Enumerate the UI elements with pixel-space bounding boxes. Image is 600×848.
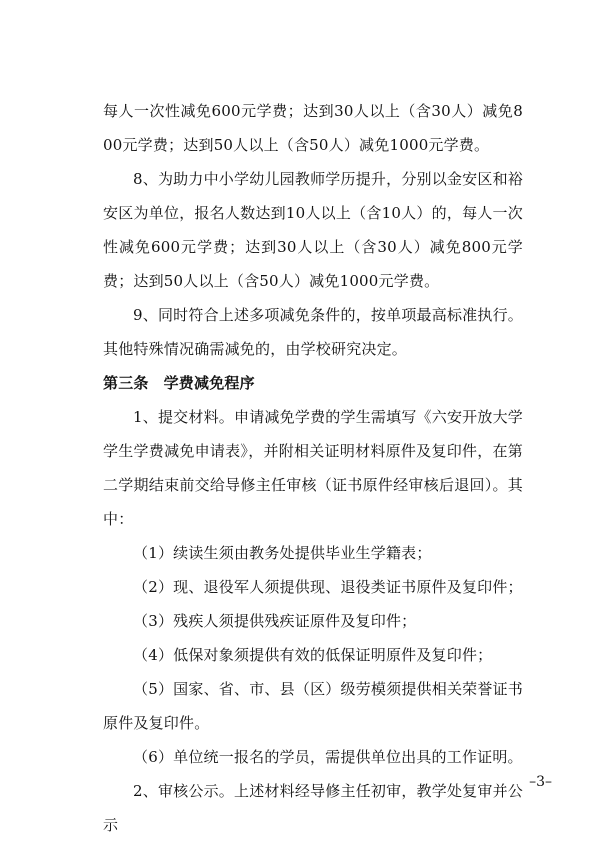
paragraph-submit-materials: 1、提交材料。申请减免学费的学生需填写《六安开放大学学生学费减免申请表》，并附相关证明材料原件及复印件，在第二学期结束前交给导修主任审核（证书原件经审核后退回）。其中： — [103, 408, 523, 528]
page-number: –3– — [529, 774, 552, 790]
section-heading — [103, 366, 523, 400]
section-title: 学费减免程序 — [163, 374, 255, 392]
paragraph-requirement-4: （4）低保对象须提供有效的低保证明原件及复印件； — [133, 646, 493, 664]
paragraph-item-8: 8、为助力中小学幼儿园教师学历提升，分别以金安区和裕安区为单位，报名人数达到10人以上（含10人）的，每人一次性减免600元学费；达到30人以上（含30人）减免800元学费；达到50人以上（含50人）减免1000元学费。 — [103, 170, 523, 290]
paragraph-requirement-5: （5）国家、省、市、县（区）级劳模须提供相关荣誉证书原件及复印件。 — [103, 680, 523, 732]
paragraph-item-9: 9、同时符合上述多项减免条件的，按单项最高标准执行。其他特殊情况确需减免的，由学校研究决定。 — [103, 306, 523, 358]
section-number: 第三条 — [103, 374, 149, 392]
document-body — [103, 94, 523, 842]
paragraph-review-publicity: 2、审核公示。上述材料经导修主任初审，教学处复审并公示 — [103, 782, 523, 834]
paragraph-requirement-6: （6）单位统一报名的学员，需提供单位出具的工作证明。 — [133, 748, 523, 766]
paragraph-requirement-1: （1）续读生须由教务处提供毕业生学籍表； — [133, 544, 432, 562]
paragraph-requirement-3: （3）残疾人须提供残疾证原件及复印件； — [133, 612, 417, 630]
paragraph-continued-fee-reduction: 每人一次性减免600元学费；达到30人以上（含30人）减免800元学费；达到50人以上（含50人）减免1000元学费。 — [103, 102, 523, 154]
paragraph-requirement-2: （2）现、退役军人须提供现、退役类证书原件及复印件； — [133, 578, 523, 596]
